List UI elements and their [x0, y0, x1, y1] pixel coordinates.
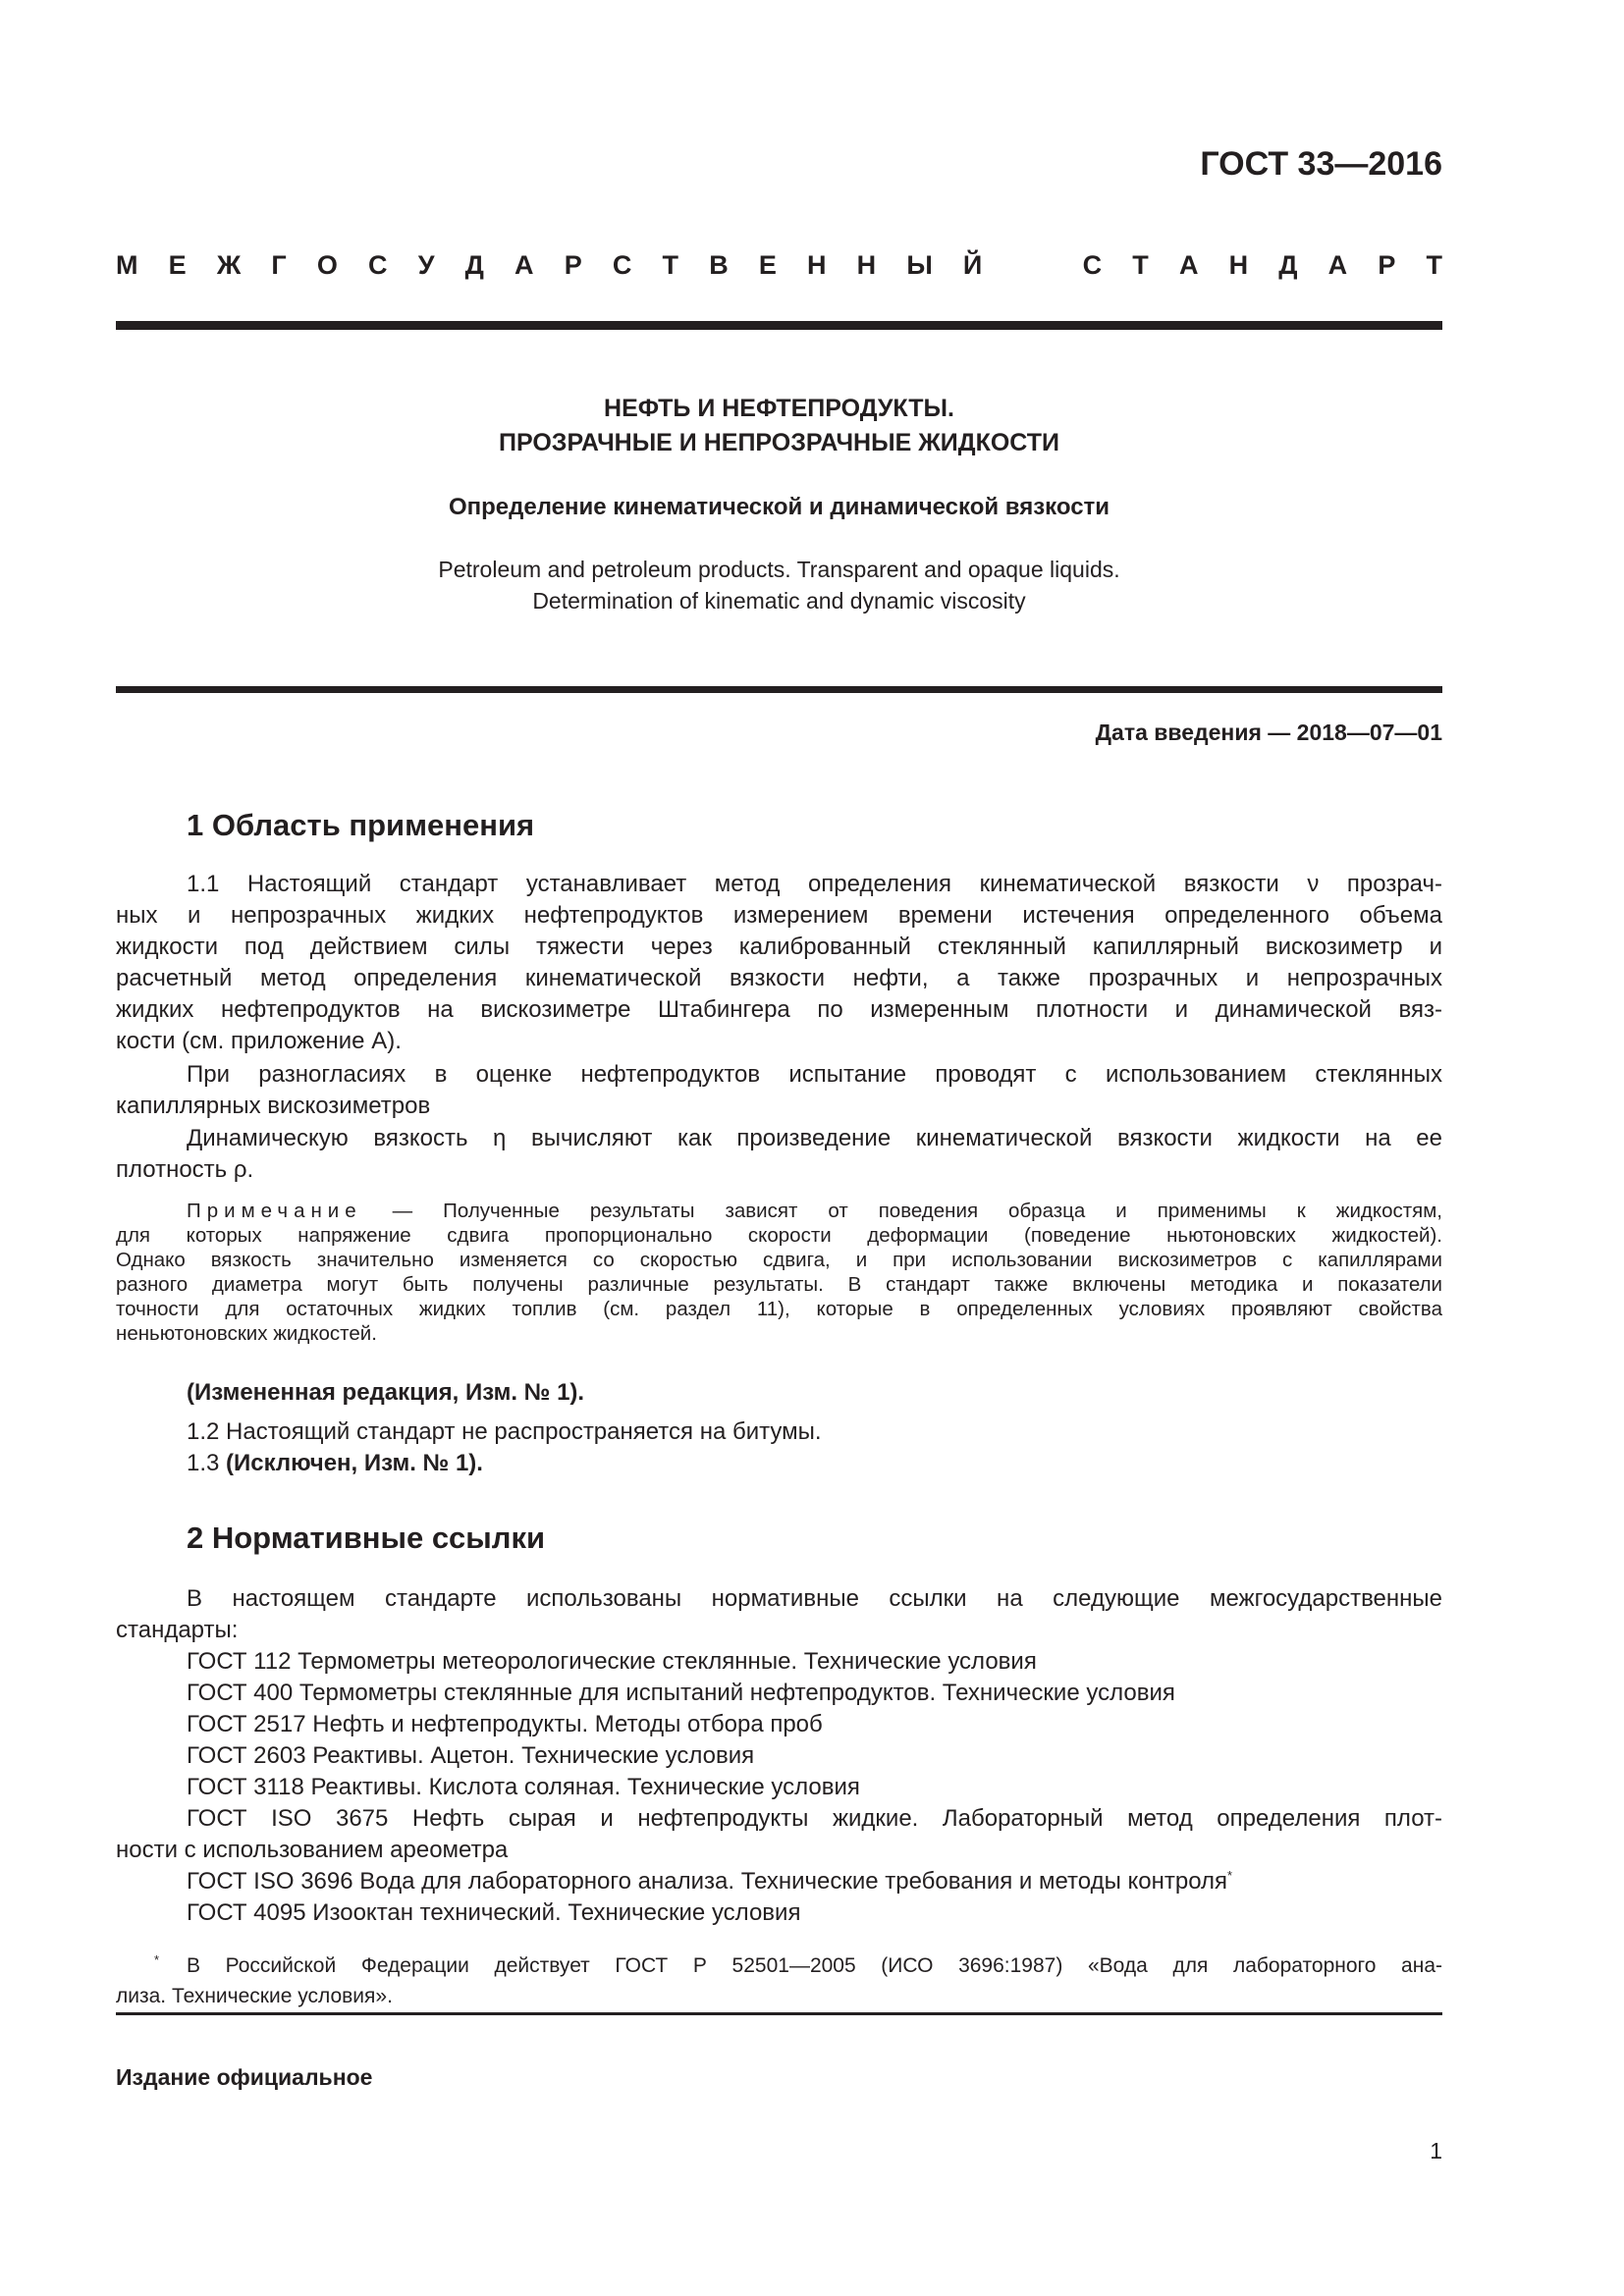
- footnote-line: лиза. Технические условия».: [116, 1985, 393, 2007]
- page-number: 1: [1430, 2138, 1442, 2163]
- note-line: — Полученные результаты зависят от поведения образца и применимы к жидкостям,: [392, 1200, 1442, 1222]
- amended-revision: (Измененная редакция, Изм. № 1).: [187, 1379, 585, 1406]
- p13-excluded: (Исключен, Изм. № 1).: [226, 1450, 483, 1476]
- interstate-standard-banner: [116, 250, 1442, 281]
- disagree-line: При разногласиях в оценке нефтепродуктов испытание проводят с использованием стеклянных: [187, 1061, 1442, 1088]
- title-en-line1: Petroleum and petroleum products. Transparent and opaque liquids.: [438, 557, 1120, 582]
- banner-letter: Ы: [906, 250, 933, 280]
- note-label: Примечание: [187, 1200, 362, 1222]
- reference-item: ГОСТ 112 Термометры метеорологические стеклянные. Технические условия: [187, 1648, 1037, 1675]
- reference-item-cont: ности с использованием ареометра: [116, 1837, 509, 1863]
- banner-letter: О: [316, 250, 338, 280]
- note-block: [116, 1199, 1442, 1346]
- banner-letter: Т: [1132, 250, 1149, 280]
- dynamic-line: Динамическую вязкость η вычисляют как произведение кинематической вязкости жидкости на ее: [187, 1125, 1442, 1151]
- dynamic-line: плотность ρ.: [116, 1156, 254, 1183]
- banner-letter: С: [612, 250, 632, 280]
- banner-letter: Д: [464, 250, 484, 280]
- disagree-line: капиллярных вискозиметров: [116, 1093, 431, 1119]
- title-en-line2: Determination of kinematic and dynamic viscosity: [532, 588, 1026, 614]
- banner-letter: Г: [271, 250, 287, 280]
- banner-letter: Р: [1378, 250, 1396, 280]
- intro-line: В настоящем стандарте использованы нормативные ссылки на следующие межгосударственные: [187, 1585, 1442, 1612]
- reference-item: [187, 1866, 1232, 1897]
- paragraph-1-3: [187, 1448, 483, 1479]
- reference-item: ГОСТ ISO 3675 Нефть сырая и нефтепродукты жидкие. Лабораторный метод определения плот-: [187, 1805, 1442, 1832]
- note-line: для которых напряжение сдвига пропорционально скорости деформации (поведение ньютоновских жидкостей).: [116, 1224, 1442, 1247]
- header-rule: [116, 321, 1442, 330]
- banner-letter: Д: [1278, 250, 1298, 280]
- banner-letter: Т: [662, 250, 679, 280]
- title-rule: [116, 686, 1442, 693]
- title-ru-line1: НЕФТЬ И НЕФТЕПРОДУКТЫ.: [604, 395, 954, 422]
- note-line: неньютоновских жидкостей.: [116, 1322, 377, 1345]
- banner-letter: У: [417, 250, 435, 280]
- reference-item: ГОСТ 4095 Изооктан технический. Технические условия: [187, 1899, 801, 1926]
- banner-letter: А: [1327, 250, 1348, 280]
- p11-line: 1.1 Настоящий стандарт устанавливает метод определения кинематической вязкости ν прозрач-: [187, 871, 1442, 897]
- reference-item: ГОСТ 2517 Нефть и нефтепродукты. Методы отбора проб: [187, 1711, 823, 1737]
- note-line: разного диаметра могут быть получены различные результаты. В стандарт также включены методика и показатели: [116, 1273, 1442, 1296]
- banner-letter: Т: [1426, 250, 1442, 280]
- banner-letter: Н: [1228, 250, 1249, 280]
- banner-letter: Е: [758, 250, 777, 280]
- subtitle-ru: Определение кинематической и динамической вязкости: [448, 494, 1110, 520]
- reference-item: ГОСТ 2603 Реактивы. Ацетон. Технические условия: [187, 1742, 755, 1769]
- introduction-date: Дата введения — 2018—07—01: [1095, 720, 1442, 745]
- banner-letter: С: [1082, 250, 1103, 280]
- banner-letter: Р: [564, 250, 582, 280]
- section-2-heading: 2 Нормативные ссылки: [187, 1521, 546, 1555]
- paragraph-1-2: 1.2 Настоящий стандарт не распространяется на битумы.: [187, 1418, 822, 1445]
- section-1-heading: 1 Область применения: [187, 808, 535, 842]
- banner-letter: Ж: [216, 250, 242, 280]
- banner-letter: Н: [856, 250, 877, 280]
- banner-letter: М: [116, 250, 138, 280]
- p11-line: расчетный метод определения кинематической вязкости нефти, а также прозрачных и непрозрачных: [116, 965, 1442, 991]
- banner-letter: А: [514, 250, 534, 280]
- banner-word-gap: [1012, 250, 1052, 281]
- reference-item: ГОСТ 3118 Реактивы. Кислота соляная. Технические условия: [187, 1774, 860, 1800]
- banner-letter: А: [1178, 250, 1199, 280]
- p11-line: жидких нефтепродуктов на вискозиметре Штабингера по измеренным плотности и динамической вяз-: [116, 996, 1442, 1023]
- note-line: Однако вязкость значительно изменяется со скоростью сдвига, и при использовании вискозиметров с капиллярами: [116, 1249, 1442, 1271]
- p11-line: жидкости под действием силы тяжести через калиброванный стеклянный капиллярный вискозиметр и: [116, 934, 1442, 960]
- p13-number: 1.3: [187, 1450, 227, 1476]
- title-ru-line2: ПРОЗРАЧНЫЕ И НЕПРОЗРАЧНЫЕ ЖИДКОСТИ: [499, 429, 1059, 456]
- reference-iso3696-text: ГОСТ ISO 3696 Вода для лабораторного анализа. Технические требования и методы контроля: [187, 1868, 1228, 1895]
- footer-rule: [116, 2012, 1442, 2015]
- note-line: точности для остаточных жидких топлив (см. раздел 11), которые в определенных условиях проявляют свойства: [116, 1298, 1442, 1320]
- footnote: [116, 1950, 1442, 2011]
- p11-line: ных и непрозрачных жидких нефтепродуктов измерением времени истечения определенного объема: [116, 902, 1442, 929]
- banner-letter: В: [709, 250, 729, 280]
- p11-line: кости (см. приложение А).: [116, 1028, 402, 1054]
- banner-letter: С: [368, 250, 388, 280]
- footnote-marker: *: [1227, 1868, 1233, 1883]
- banner-letter: Й: [962, 250, 983, 280]
- official-edition: Издание официальное: [116, 2064, 373, 2090]
- footnote-line: В Российской Федерации действует ГОСТ Р 52501—2005 (ИСО 3696:1987) «Вода для лабораторного ана-: [187, 1954, 1442, 1977]
- intro-line: стандарты:: [116, 1617, 239, 1643]
- banner-letter: Н: [807, 250, 827, 280]
- banner-letter: Е: [168, 250, 187, 280]
- footnote-mark: *: [153, 1952, 159, 1967]
- reference-item: ГОСТ 400 Термометры стеклянные для испытаний нефтепродуктов. Технические условия: [187, 1680, 1175, 1706]
- standard-number: ГОСТ 33—2016: [1200, 145, 1442, 183]
